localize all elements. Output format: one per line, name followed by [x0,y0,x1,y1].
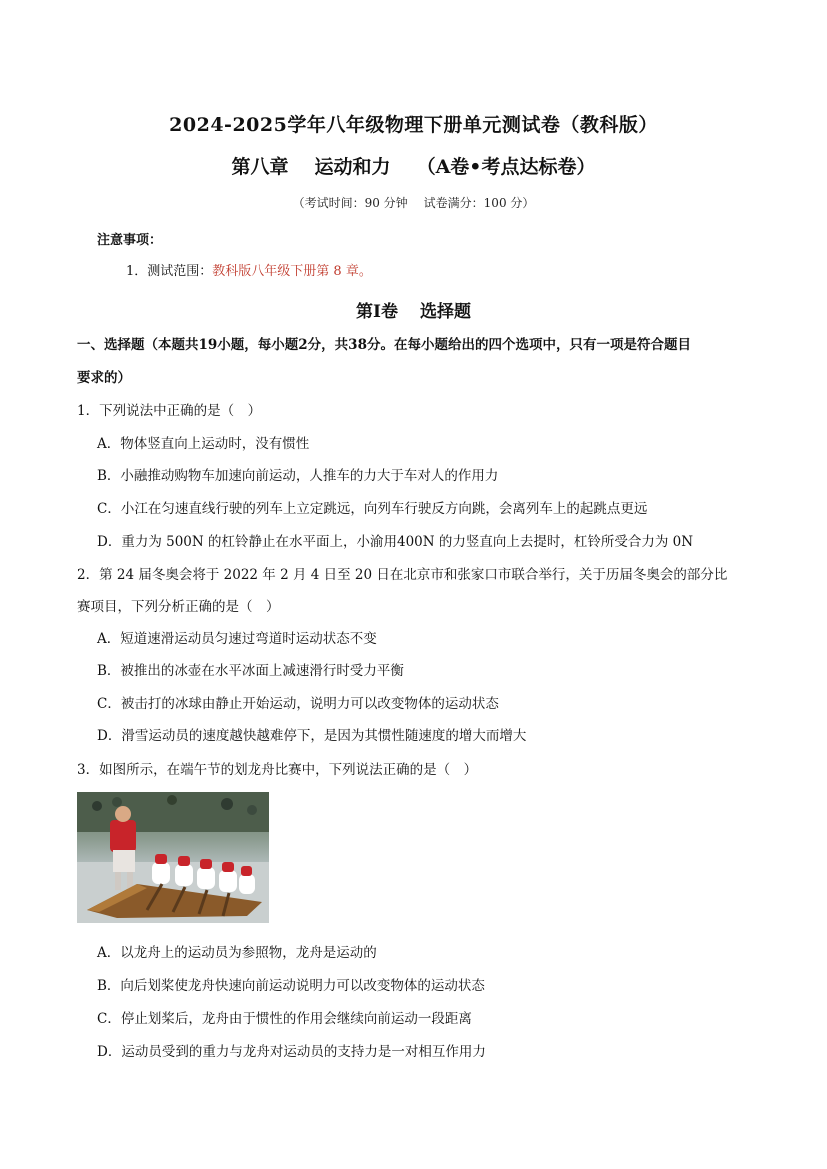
question-2-stem-line-1: 2．第 24 届冬奥会将于 2022 年 2 月 4 日至 20 日在北京市和张家口市联合举行，关于历届冬奥会的部分比 [77,567,728,583]
question-1-option-b: B．小融推动购物车加速向前运动，人推车的力大于车对人的作用力 [97,468,499,484]
test-scope [126,260,372,279]
exam-meta [0,194,827,211]
question-3-option-c: C．停止划桨后，龙舟由于惯性的作用会继续向前运动一段距离 [97,1011,472,1027]
question-3-option-b: B．向后划桨使龙舟快速向前运动说明力可以改变物体的运动状态 [97,978,485,994]
question-1-option-a: A．物体竖直向上运动时，没有惯性 [97,436,310,452]
chapter-name: 运动和力 [314,156,391,178]
section-name: 选择题 [419,302,471,322]
chapter-title [0,152,827,179]
exam-time: （考试时间：90 分钟 [292,196,408,210]
question-1-option-c: C．小江在匀速直线行驶的列车上立定跳远，向列车行驶反方向跳，会离列车上的起跳点更远 [97,501,648,517]
dragon-boat-photo [77,792,269,923]
question-2-option-a: A．短道速滑运动员匀速过弯道时运动状态不变 [97,631,377,647]
section-volume: 第Ⅰ卷 [356,302,398,322]
question-2-option-d: D．滑雪运动员的速度越快越难停下，是因为其惯性随速度的增大而增大 [97,728,527,744]
scope-label: 1．测试范围： [126,264,213,279]
paper-type: （A卷•考点达标卷） [416,156,596,178]
scope-value: 教科版八年级下册第 8 章。 [212,264,372,279]
question-2-option-c: C．被击打的冰球由静止开始运动，说明力可以改变物体的运动状态 [97,696,499,712]
exam-title: 2024-2025学年八年级物理下册单元测试卷（教科版） [169,114,658,136]
chapter-number: 第八章 [231,156,289,178]
instructions-line-2: 要求的） [77,370,131,386]
section-heading [0,297,827,322]
question-3-stem: 3．如图所示，在端午节的划龙舟比赛中，下列说法正确的是（ ） [77,762,478,778]
question-3-option-d: D．运动员受到的重力与龙舟对运动员的支持力是一对相互作用力 [97,1044,486,1060]
full-score: 试卷满分：100 分） [423,196,535,210]
instructions-line-1: 一、选择题（本题共19小题，每小题2分，共38分。在每小题给出的四个选项中，只有一项是符合题目 [77,337,691,353]
notice-heading: 注意事项： [97,233,163,248]
question-3-option-a: A．以龙舟上的运动员为参照物，龙舟是运动的 [97,945,377,961]
question-2-stem-line-2: 赛项目，下列分析正确的是（ ） [77,599,280,615]
question-2-option-b: B．被推出的冰壶在水平冰面上减速滑行时受力平衡 [97,663,404,679]
question-1-stem: 1．下列说法中正确的是（ ） [77,403,262,419]
question-1-option-d: D．重力为 500N 的杠铃静止在水平面上，小渝用400N 的力竖直向上去提时，杠铃所受合力为 0N [97,534,694,550]
